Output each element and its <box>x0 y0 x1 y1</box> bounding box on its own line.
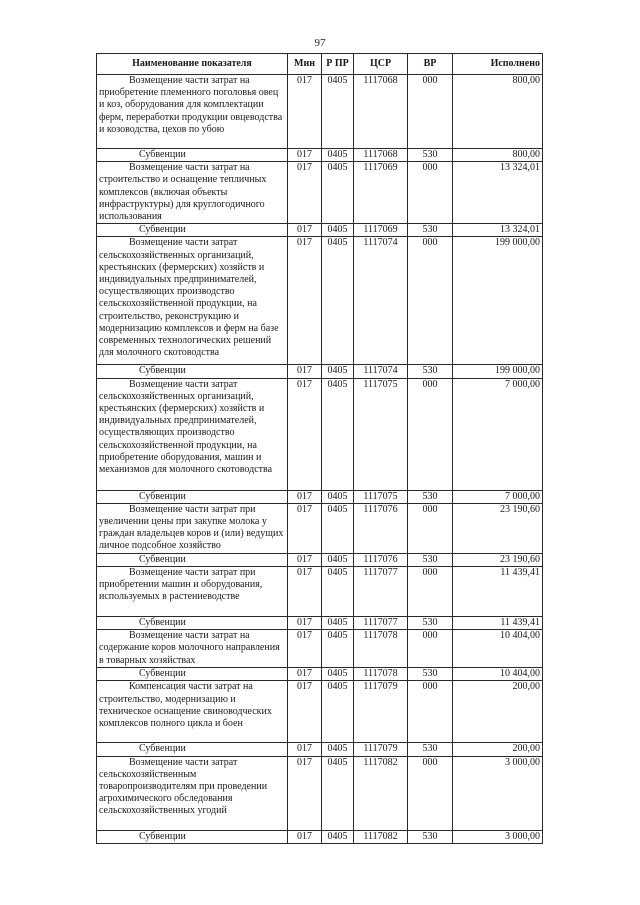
table-row <box>97 237 543 365</box>
row-min: 017 <box>288 567 322 617</box>
row-amount: 23 190,60 <box>453 553 543 566</box>
table-row <box>97 503 543 553</box>
table-row <box>97 681 543 743</box>
row-csr: 1117079 <box>354 743 408 756</box>
row-vr: 530 <box>408 830 453 843</box>
row-min: 017 <box>288 75 322 149</box>
row-csr: 1117079 <box>354 681 408 743</box>
row-csr: 1117075 <box>354 378 408 490</box>
row-amount: 10 404,00 <box>453 668 543 681</box>
row-vr: 530 <box>408 490 453 503</box>
row-rpr: 0405 <box>322 743 354 756</box>
row-rpr: 0405 <box>322 756 354 830</box>
row-csr: 1117068 <box>354 149 408 162</box>
row-vr: 530 <box>408 149 453 162</box>
table-row <box>97 630 543 668</box>
row-csr: 1117082 <box>354 830 408 843</box>
row-min: 017 <box>288 237 322 365</box>
row-vr: 000 <box>408 378 453 490</box>
row-vr: 000 <box>408 503 453 553</box>
row-amount: 11 439,41 <box>453 617 543 630</box>
row-min: 017 <box>288 756 322 830</box>
table-row <box>97 617 543 630</box>
table-row <box>97 567 543 617</box>
row-amount: 10 404,00 <box>453 630 543 668</box>
row-min: 017 <box>288 503 322 553</box>
row-vr: 530 <box>408 365 453 378</box>
row-rpr: 0405 <box>322 378 354 490</box>
row-vr: 530 <box>408 668 453 681</box>
row-min: 017 <box>288 681 322 743</box>
row-vr: 530 <box>408 617 453 630</box>
table-row <box>97 756 543 830</box>
row-name: Возмещение части затрат на строительство и оснащение тепличных комплексов (включая объекты инфраструктуры) для круглогодичного использования <box>97 162 288 224</box>
table-header-row <box>97 54 543 75</box>
row-rpr: 0405 <box>322 503 354 553</box>
row-rpr: 0405 <box>322 149 354 162</box>
row-name: Возмещение части затрат на приобретение племенного поголовья овец и коз, оборудования для комплектации ферм, переработки продукции овцеводства и козоводства, цехов по убою <box>97 75 288 149</box>
row-csr: 1117069 <box>354 224 408 237</box>
row-csr: 1117068 <box>354 75 408 149</box>
header-rpr: Р ПР <box>322 54 354 75</box>
row-amount: 3 000,00 <box>453 756 543 830</box>
row-min: 017 <box>288 830 322 843</box>
row-name: Субвенции <box>97 617 288 630</box>
table-row <box>97 224 543 237</box>
row-csr: 1117082 <box>354 756 408 830</box>
table-row <box>97 378 543 490</box>
row-rpr: 0405 <box>322 617 354 630</box>
table-row <box>97 162 543 224</box>
row-amount: 199 000,00 <box>453 237 543 365</box>
row-vr: 000 <box>408 630 453 668</box>
table-row <box>97 830 543 843</box>
row-vr: 000 <box>408 681 453 743</box>
table-row <box>97 365 543 378</box>
table-row <box>97 553 543 566</box>
row-name: Возмещение части затрат при приобретении машин и оборудования, используемых в растениеводстве <box>97 567 288 617</box>
table-row <box>97 75 543 149</box>
row-min: 017 <box>288 490 322 503</box>
header-amount: Исполнено <box>453 54 543 75</box>
row-rpr: 0405 <box>322 681 354 743</box>
row-amount: 13 324,01 <box>453 162 543 224</box>
row-name: Возмещение части затрат сельскохозяйственным товаропроизводителям при проведении агрохимического обследования сельскохозяйственных угодий <box>97 756 288 830</box>
row-vr: 000 <box>408 756 453 830</box>
row-min: 017 <box>288 162 322 224</box>
row-amount: 800,00 <box>453 149 543 162</box>
header-csr: ЦСР <box>354 54 408 75</box>
row-rpr: 0405 <box>322 162 354 224</box>
row-amount: 11 439,41 <box>453 567 543 617</box>
row-rpr: 0405 <box>322 365 354 378</box>
row-rpr: 0405 <box>322 224 354 237</box>
row-amount: 200,00 <box>453 681 543 743</box>
row-vr: 000 <box>408 567 453 617</box>
row-amount: 23 190,60 <box>453 503 543 553</box>
row-csr: 1117078 <box>354 668 408 681</box>
header-min: Мин <box>288 54 322 75</box>
row-min: 017 <box>288 224 322 237</box>
header-vr: ВР <box>408 54 453 75</box>
row-rpr: 0405 <box>322 668 354 681</box>
row-name: Возмещение части затрат при увеличении цены при закупке молока у граждан владельцев коров и (или) ведущих личное подсобное хозяйство <box>97 503 288 553</box>
row-rpr: 0405 <box>322 830 354 843</box>
row-rpr: 0405 <box>322 630 354 668</box>
table-row <box>97 743 543 756</box>
row-csr: 1117076 <box>354 503 408 553</box>
row-amount: 3 000,00 <box>453 830 543 843</box>
row-amount: 800,00 <box>453 75 543 149</box>
row-name: Субвенции <box>97 743 288 756</box>
row-name: Субвенции <box>97 490 288 503</box>
row-name: Субвенции <box>97 224 288 237</box>
row-name: Субвенции <box>97 365 288 378</box>
row-vr: 000 <box>408 75 453 149</box>
row-name: Возмещение части затрат на содержание коров молочного направления в товарных хозяйствах <box>97 630 288 668</box>
header-name: Наименование показателя <box>97 54 288 75</box>
table-row <box>97 668 543 681</box>
row-csr: 1117077 <box>354 617 408 630</box>
row-name: Возмещение части затрат сельскохозяйственных организаций, крестьянских (фермерских) хозяйств и индивидуальных предпринимателей, осуществляющих производство сельскохозяйственной продукции, на приобретение оборудования, машин и механизмов для молочного скотоводства <box>97 378 288 490</box>
row-vr: 000 <box>408 162 453 224</box>
row-name: Субвенции <box>97 149 288 162</box>
row-rpr: 0405 <box>322 237 354 365</box>
row-vr: 000 <box>408 237 453 365</box>
row-min: 017 <box>288 668 322 681</box>
row-csr: 1117069 <box>354 162 408 224</box>
row-min: 017 <box>288 617 322 630</box>
row-csr: 1117076 <box>354 553 408 566</box>
row-rpr: 0405 <box>322 490 354 503</box>
row-amount: 199 000,00 <box>453 365 543 378</box>
row-rpr: 0405 <box>322 75 354 149</box>
row-min: 017 <box>288 378 322 490</box>
row-min: 017 <box>288 553 322 566</box>
row-amount: 13 324,01 <box>453 224 543 237</box>
row-min: 017 <box>288 149 322 162</box>
budget-table <box>96 53 543 844</box>
row-name: Возмещение части затрат сельскохозяйственных организаций, крестьянских (фермерских) хозяйств и индивидуальных предпринимателей, осуществляющих производство сельскохозяйственной продукции, на строительство, реконструкцию и модернизацию комплексов и ферм на базе современных технологических решений для молочного скотоводства <box>97 237 288 365</box>
row-min: 017 <box>288 630 322 668</box>
row-amount: 7 000,00 <box>453 490 543 503</box>
row-csr: 1117074 <box>354 237 408 365</box>
row-min: 017 <box>288 743 322 756</box>
row-name: Субвенции <box>97 553 288 566</box>
row-rpr: 0405 <box>322 553 354 566</box>
row-rpr: 0405 <box>322 567 354 617</box>
row-csr: 1117077 <box>354 567 408 617</box>
row-vr: 530 <box>408 743 453 756</box>
row-min: 017 <box>288 365 322 378</box>
row-vr: 530 <box>408 553 453 566</box>
row-name: Компенсация части затрат на строительство, модернизацию и техническое оснащение свиноводческих комплексов полного цикла и боен <box>97 681 288 743</box>
table-row <box>97 490 543 503</box>
row-csr: 1117075 <box>354 490 408 503</box>
row-amount: 200,00 <box>453 743 543 756</box>
row-name: Субвенции <box>97 830 288 843</box>
row-amount: 7 000,00 <box>453 378 543 490</box>
row-name: Субвенции <box>97 668 288 681</box>
table-row <box>97 149 543 162</box>
page-number: 97 <box>314 37 326 49</box>
row-csr: 1117074 <box>354 365 408 378</box>
row-vr: 530 <box>408 224 453 237</box>
row-csr: 1117078 <box>354 630 408 668</box>
